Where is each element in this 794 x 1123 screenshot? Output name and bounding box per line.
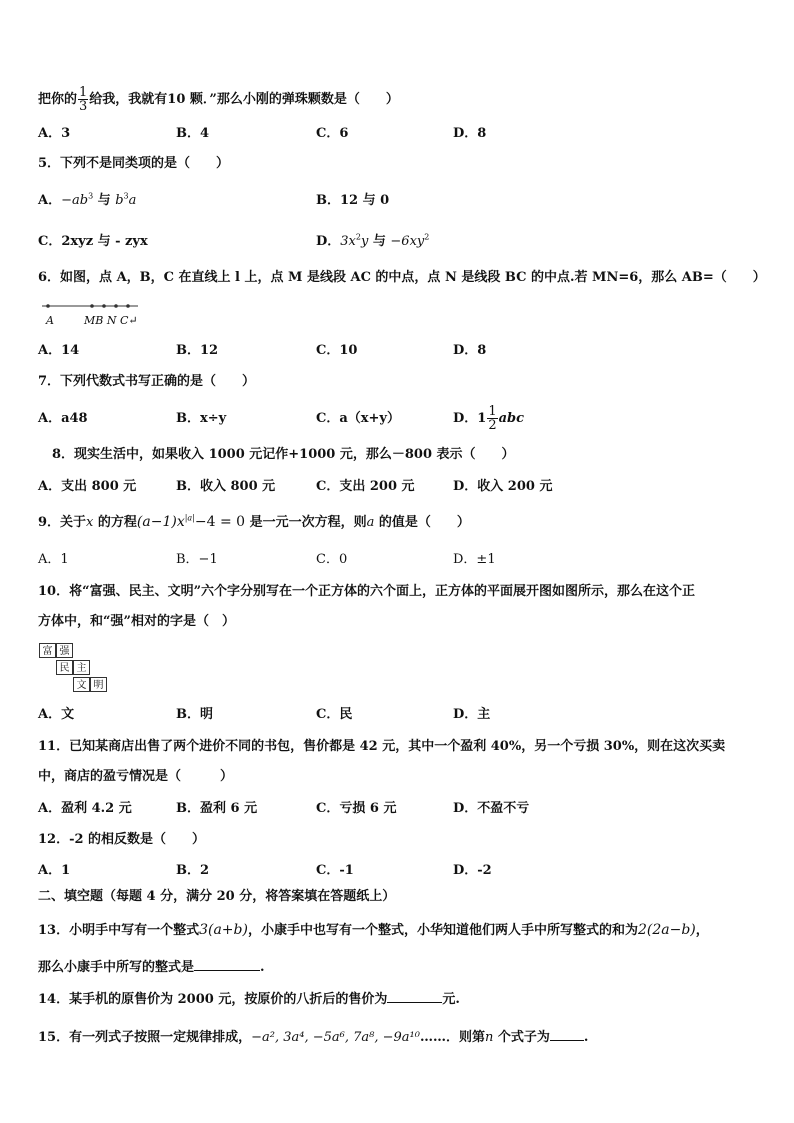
question-10-line-2: 方体中，和“强”相对的字是（ ） (38, 614, 235, 629)
q7-option-c: C．a（x+y） (316, 411, 400, 426)
option-a: A．3 (38, 126, 71, 141)
fraction-one-half: $\frac{1}{2}$ (488, 404, 497, 433)
net-cell-ming: 明 (90, 677, 107, 692)
option-d: D．8 (453, 126, 487, 141)
option-c: C．6 (316, 126, 349, 141)
q11-option-a: A．盈利 4.2 元 (38, 801, 132, 816)
number-line-figure (40, 300, 150, 312)
q6-option-c: C．10 (316, 343, 358, 358)
q7-option-b: B．x÷y (176, 411, 227, 426)
point-b (102, 304, 106, 308)
question-11-line-2: 中，商店的盈亏情况是（ ） (38, 769, 234, 784)
answer-blank[interactable] (194, 956, 260, 971)
q10-option-d: D．主 (453, 707, 491, 722)
fraction-one-third: $\frac{1}{3}$ (79, 85, 88, 114)
net-cell-min: 民 (56, 660, 73, 675)
q11-option-d: D．不盈不亏 (453, 801, 530, 816)
question-9-stem: 9．关于x 的方程$(a-1)x^{|a|}-4 = 0$ 是一元一次方程，则a 的值是（ ） (38, 513, 470, 530)
q8-option-b: B．收入 800 元 (176, 479, 276, 494)
q10-option-c: C．民 (316, 707, 353, 722)
q11-option-c: C．亏损 6 元 (316, 801, 397, 816)
net-cell-zhu: 主 (73, 660, 90, 675)
question-7-stem: 7．下列代数式书写正确的是（ ） (38, 374, 256, 389)
option-b: B．4 (176, 126, 210, 141)
q5-option-c: C．2xyz 与 - zyx (38, 234, 148, 249)
q8-option-a: A．支出 800 元 (38, 479, 137, 494)
net-cell-fu: 富 (39, 643, 56, 658)
point-n (114, 304, 118, 308)
q5-option-a: A．$-ab^3$ 与 $b^3a$ (38, 191, 137, 208)
q8-option-c: C．支出 200 元 (316, 479, 415, 494)
q12-option-b: B．2 (176, 863, 210, 878)
figure-label-a: A (46, 314, 54, 327)
q7-option-a: A．a48 (38, 411, 88, 426)
answer-blank[interactable] (387, 988, 442, 1003)
question-8-stem: 8．现实生活中，如果收入 1000 元记作+1000 元，那么－800 表示（ ） (52, 447, 515, 462)
question-5-stem: 5．下列不是同类项的是（ ） (38, 156, 230, 171)
question-15: 15．有一列式子按照一定规律排成，−a², 3a⁴, −5a⁶, 7a⁸, −9a¹⁰……．则第n 个式子为 . (38, 1026, 588, 1048)
answer-blank[interactable] (550, 1026, 584, 1041)
section-heading: 二、填空题（每题 4 分，满分 20 分，将答案填在答题纸上） (38, 889, 396, 904)
q10-option-a: A．文 (38, 707, 75, 722)
q9-option-d: D．±1 (453, 552, 496, 567)
question-13-line-2: 那么小康手中所写的整式是 . (38, 956, 265, 978)
q6-option-b: B．12 (176, 343, 219, 358)
question-14: 14．某手机的原售价为 2000 元，按原价的八折后的售价为 元. (38, 988, 460, 1010)
point-c (126, 304, 130, 308)
q12-option-c: C．-1 (316, 863, 354, 878)
q7-option-d: D．1 $\frac{1}{2}$ abc (453, 404, 525, 433)
question-4-continuation: 把你的 $\frac{1}{3}$ 给我，我就有10 颗．”那么小刚的弹珠颗数是（ ） (38, 85, 399, 114)
q6-option-d: D．8 (453, 343, 487, 358)
net-cell-wen: 文 (73, 677, 90, 692)
q9-option-b: B．−1 (176, 552, 218, 567)
question-13-line-1: 13．小明手中写有一个整式3(a+b)，小康手中也写有一个整式，小华知道他们两人手中所写整式的和为2(2a−b)， (38, 922, 709, 938)
figure-labels: MB N C↵ (84, 314, 138, 327)
q6-option-a: A．14 (38, 343, 80, 358)
point-a (46, 304, 50, 308)
q9-option-c: C．0 (316, 552, 348, 567)
q8-option-d: D．收入 200 元 (453, 479, 553, 494)
q12-option-a: A．1 (38, 863, 71, 878)
q12-option-d: D．-2 (453, 863, 492, 878)
q10-option-b: B．明 (176, 707, 213, 722)
q5-option-b: B．12 与 0 (316, 193, 390, 208)
question-10-line-1: 10．将“富强、民主、文明”六个字分别写在一个正方体的六个面上，正方体的平面展开图如图所示，那么在这个正 (38, 584, 696, 599)
question-6-stem: 6．如图，点 A，B，C 在直线上 l 上，点 M 是线段 AC 的中点，点 N 是线段 BC 的中点.若 MN=6，那么 AB=（ ） (38, 270, 766, 285)
net-cell-qiang: 强 (56, 643, 73, 658)
q9-option-a: A．1 (38, 552, 69, 567)
point-m (90, 304, 94, 308)
q5-option-d: D．$3x^2y$ 与 $-6xy^2$ (316, 232, 430, 249)
question-12-stem: 12．-2 的相反数是（ ） (38, 832, 206, 847)
q11-option-b: B．盈利 6 元 (176, 801, 258, 816)
question-11-line-1: 11．已知某商店出售了两个进价不同的书包，售价都是 42 元，其中一个盈利 40%，另一个亏损 30%，则在这次买卖 (38, 739, 726, 754)
